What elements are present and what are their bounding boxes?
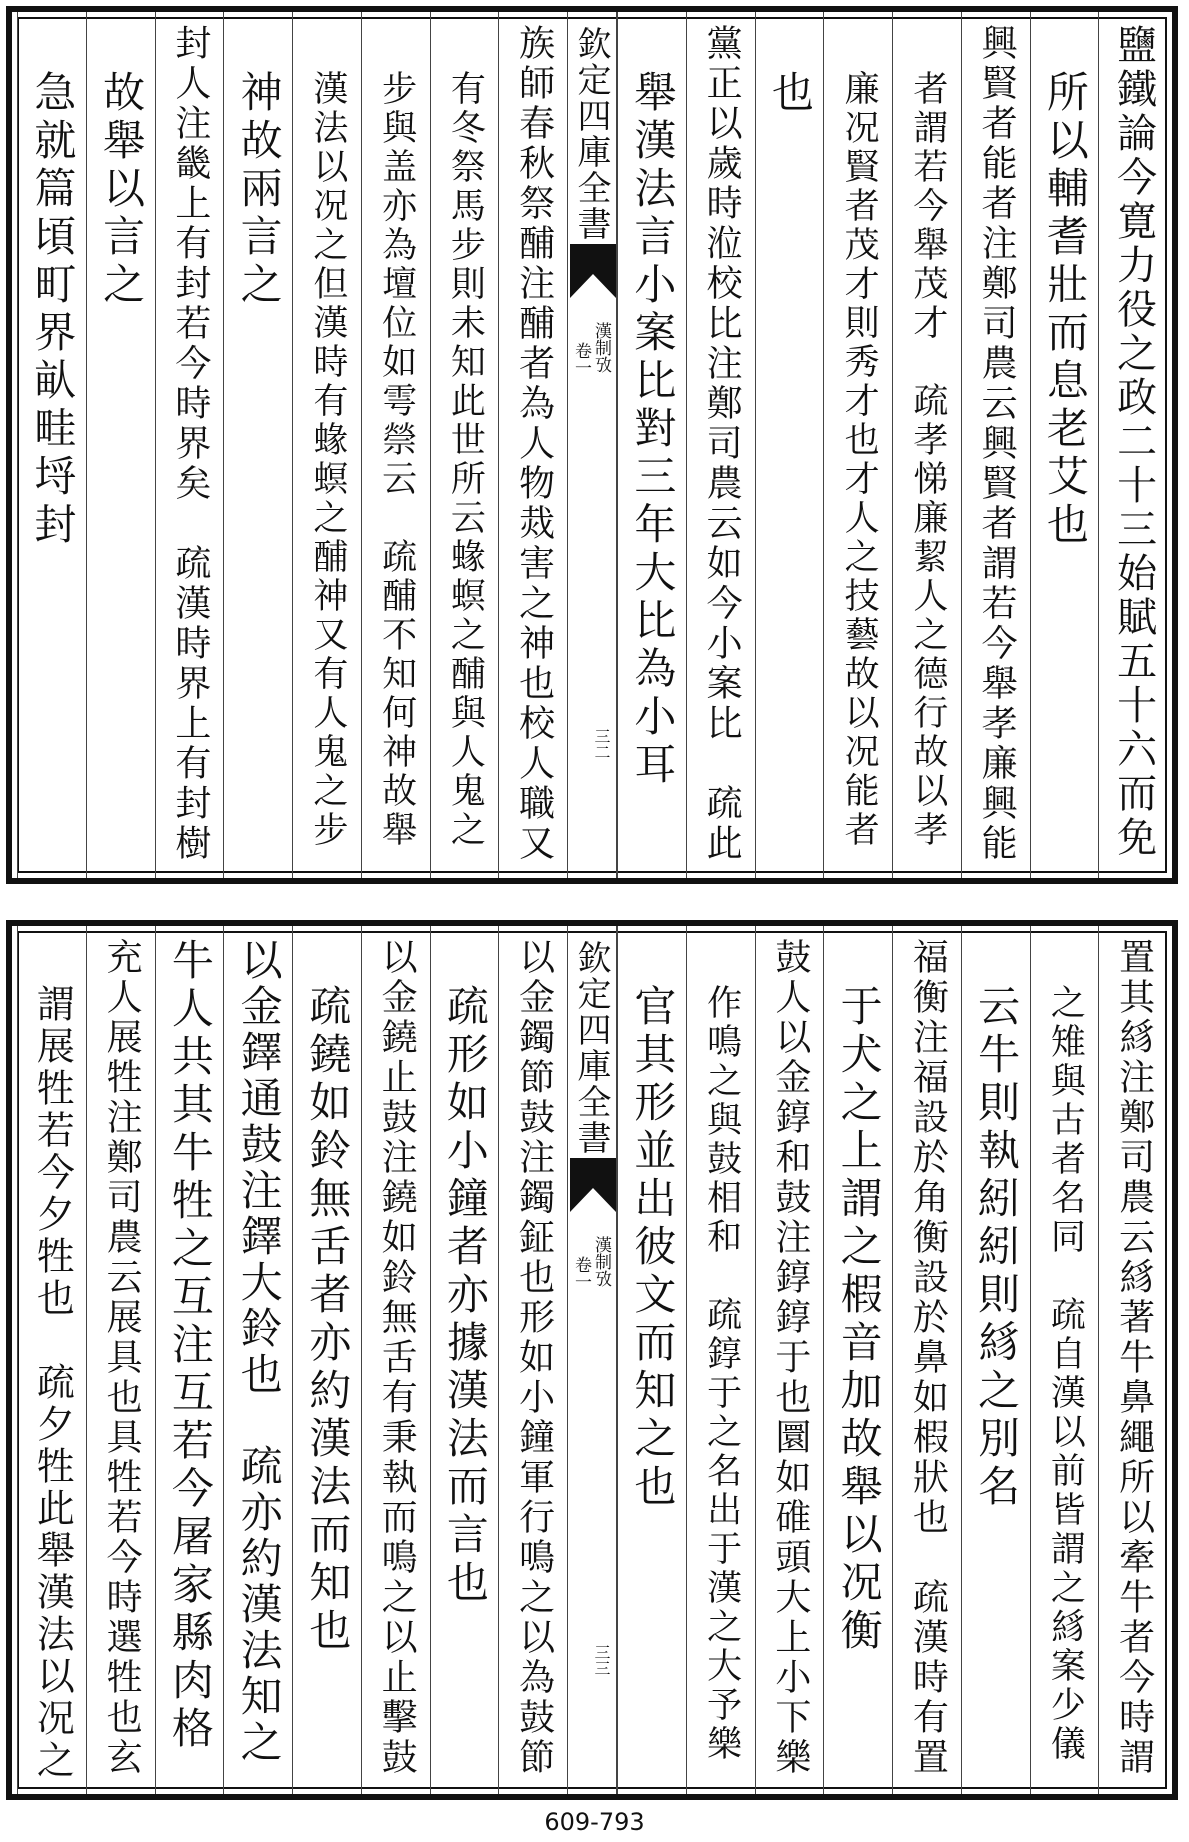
text-column	[617, 926, 686, 1794]
column-text: 有冬祭馬步則未知此世所云蝝螟之酺與人鬼之	[445, 70, 486, 850]
column-text: 者謂若今舉茂才 疏孝悌廉絜人之德行故以孝	[907, 70, 948, 850]
text-column	[961, 926, 1030, 1794]
column-text: 鹽鐵論今寛力役之政二十三始賦五十六而免	[1110, 24, 1157, 860]
text-column	[686, 12, 755, 878]
book-name: 漢制攷	[591, 322, 611, 373]
column-text: 鼓人以金錞和鼓注錞錞于也圜如碓頭大上小下樂	[769, 938, 811, 1778]
column-text: 步與盖亦為壇位如雩禜云 疏酺不知何神故舉	[376, 70, 417, 850]
column-text: 以金鐲節鼓注鐲鉦也形如小鐘軍行鳴之以為鼓節	[513, 938, 555, 1778]
column-text: 官其形並出彼文而知之也	[628, 984, 678, 1512]
text-column	[223, 12, 292, 878]
text-column	[86, 926, 155, 1794]
center-gutter	[567, 926, 617, 1794]
volume-label: 卷一	[571, 342, 591, 376]
column-text: 舉漢法言小案比對三年大比為小耳	[628, 70, 678, 790]
page-lower	[6, 920, 1178, 1800]
text-column	[223, 926, 292, 1794]
leaf-number: 三二	[592, 728, 611, 760]
column-text: 廉况賢者茂才則秀才也才人之技藝故以况能者	[839, 70, 880, 850]
text-column	[961, 12, 1030, 878]
column-text: 福衡注福設於角衡設於鼻如椵狀也 疏漢時有置	[907, 938, 949, 1778]
column-text: 云牛則執紖紖則絼之別名	[972, 984, 1022, 1512]
fish-tail-mark-icon	[570, 244, 616, 298]
text-column	[892, 926, 961, 1794]
text-column	[892, 12, 961, 878]
column-text: 也	[765, 70, 815, 118]
column-text: 置其絼注鄭司農云絼著牛鼻繩所以牽牛者今時謂	[1113, 938, 1155, 1778]
page-number-footer: 609-793	[544, 1808, 645, 1836]
text-column	[17, 12, 86, 878]
text-column	[823, 926, 892, 1794]
leaf-number: 三三	[592, 1644, 611, 1676]
text-column	[155, 926, 224, 1794]
column-text: 謂展牲若今夕牲也 疏夕牲此舉漢法以况之	[30, 984, 75, 1782]
column-text: 以金鐸通鼓注鐸大鈴也 疏亦約漢法知之	[234, 938, 284, 1766]
book-name: 漢制攷	[591, 1236, 611, 1287]
column-text: 牛人共其牛牲之互注互若今屠家縣肉格	[165, 938, 215, 1754]
column-text: 所以輔耆壯而息老艾也	[1040, 70, 1090, 550]
text-column	[755, 12, 824, 878]
text-column	[823, 12, 892, 878]
column-text: 黨正以歲時涖校比注鄭司農云如今小案比 疏此	[701, 24, 743, 864]
column-text: 作鳴之與鼓相和 疏錞于之名出于漢之大予樂	[701, 984, 742, 1764]
text-column	[292, 926, 361, 1794]
fish-tail-mark-icon	[570, 1158, 616, 1212]
column-text: 疏鐃如鈴無舌者亦約漢法而知也	[303, 984, 353, 1656]
column-text: 充人展牲注鄭司農云展具也具牲若今時選牲也玄	[101, 938, 143, 1778]
text-column	[1098, 12, 1167, 878]
text-column	[498, 12, 567, 878]
text-column	[686, 926, 755, 1794]
column-text: 興賢者能者注鄭司農云興賢者謂若今舉孝廉興能	[976, 24, 1018, 864]
page-upper	[6, 6, 1178, 884]
column-text: 故舉以言之	[97, 70, 147, 310]
text-column	[1098, 926, 1167, 1794]
column-text: 急就篇頃町界畒畦埒封	[28, 70, 78, 550]
text-column	[1030, 12, 1099, 878]
text-column	[155, 12, 224, 878]
column-text: 封人注畿上有封若今時界矣 疏漢時界上有封樹	[169, 24, 211, 864]
column-text: 漢法以况之但漢時有蝝螟之酺神又有人鬼之步	[307, 70, 348, 850]
column-text: 于犬之上謂之椵音加故舉以况衡	[834, 984, 884, 1656]
text-column	[361, 926, 430, 1794]
text-column	[755, 926, 824, 1794]
column-text: 疏形如小鐘者亦據漢法而言也	[440, 984, 490, 1608]
center-gutter	[567, 12, 617, 878]
column-text: 族師春秋祭酺注酺者為人物烖害之神也校人職又	[513, 24, 555, 864]
book-title: 欽定四庫全書	[571, 26, 611, 242]
text-column	[17, 926, 86, 1794]
volume-label: 卷一	[571, 1256, 591, 1290]
text-column	[1030, 926, 1099, 1794]
text-column	[617, 12, 686, 878]
column-text: 神故兩言之	[234, 70, 284, 310]
text-column	[86, 12, 155, 878]
text-column	[430, 12, 499, 878]
book-title: 欽定四庫全書	[571, 940, 611, 1156]
text-column	[361, 12, 430, 878]
text-column	[292, 12, 361, 878]
column-text: 之雉與古者名同 疏自漢以前皆謂之絼案少儀	[1045, 984, 1086, 1764]
column-text: 以金鐃止鼓注鐃如鈴無舌有秉執而鳴之以止擊鼓	[376, 938, 418, 1778]
text-column	[430, 926, 499, 1794]
text-column	[498, 926, 567, 1794]
